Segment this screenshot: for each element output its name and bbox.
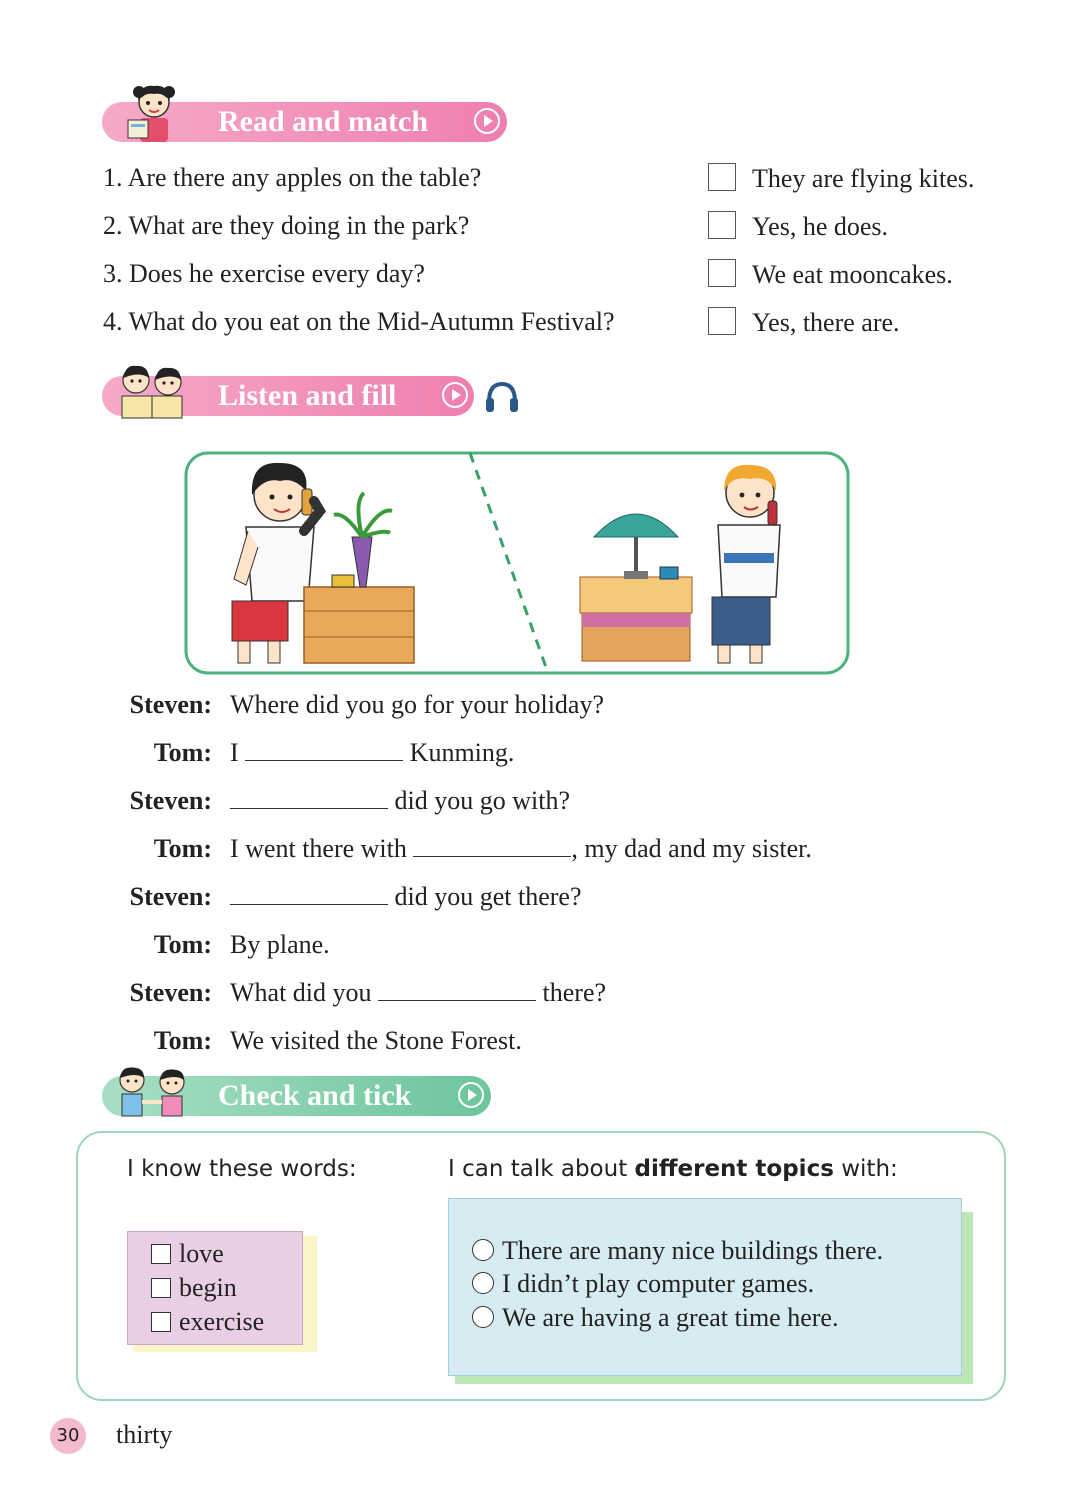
phone-call-illustration bbox=[184, 451, 850, 675]
listen-and-fill-title: Listen and fill bbox=[218, 379, 397, 412]
answer-row bbox=[708, 259, 953, 290]
question-3: 3. Does he exercise every day? bbox=[103, 259, 425, 288]
word-text: love bbox=[179, 1239, 224, 1268]
fill-blank[interactable] bbox=[413, 834, 571, 857]
question-1: 1. Are there any apples on the table? bbox=[103, 163, 482, 192]
read-and-match-title: Read and match bbox=[218, 105, 429, 138]
sentence-text: We are having a great time here. bbox=[502, 1303, 839, 1332]
dialogue-text: there? bbox=[542, 978, 607, 1007]
word-row bbox=[151, 1307, 264, 1337]
speaker-label: Tom: bbox=[153, 834, 212, 863]
dialogue-text: What did you bbox=[230, 978, 372, 1007]
page-number-badge bbox=[50, 1418, 86, 1454]
question-2: 2. What are they doing in the park? bbox=[103, 211, 470, 240]
answer-text: We eat mooncakes. bbox=[752, 260, 953, 289]
answer-row bbox=[708, 163, 974, 194]
dialogue-line bbox=[230, 882, 582, 912]
speaker-label: Tom: bbox=[153, 930, 212, 959]
words-heading: I know these words: bbox=[127, 1156, 357, 1182]
word-row bbox=[151, 1273, 237, 1303]
answer-checkbox[interactable] bbox=[708, 307, 736, 335]
page-number: 30 bbox=[56, 1425, 80, 1446]
answer-checkbox[interactable] bbox=[708, 211, 736, 239]
fill-blank[interactable] bbox=[378, 978, 536, 1001]
speaker-label: Steven: bbox=[129, 882, 212, 911]
dialogue-line bbox=[230, 738, 514, 768]
dialogue-text: I bbox=[230, 738, 239, 767]
dialogue-text: did you go with? bbox=[394, 786, 570, 815]
dialogue-text: Where did you go for your holiday? bbox=[230, 690, 605, 719]
word-checkbox[interactable] bbox=[151, 1244, 171, 1264]
answer-row bbox=[708, 307, 900, 338]
answer-checkbox[interactable] bbox=[708, 259, 736, 287]
fill-blank[interactable] bbox=[230, 882, 388, 905]
sentence-row bbox=[472, 1303, 838, 1333]
dialogue-text: Kunming. bbox=[409, 738, 515, 767]
girl-reading-icon bbox=[122, 82, 182, 146]
children-reading-icon bbox=[114, 362, 190, 420]
arrow-right-icon bbox=[474, 108, 500, 134]
headphones-icon bbox=[484, 380, 520, 414]
topics-heading-bold: different topics bbox=[634, 1156, 834, 1182]
arrow-right-icon bbox=[458, 1082, 484, 1108]
word-checkbox[interactable] bbox=[151, 1312, 171, 1332]
answer-row bbox=[708, 211, 888, 242]
speaker-label: Steven: bbox=[129, 978, 212, 1007]
word-text: exercise bbox=[179, 1307, 265, 1336]
question-4: 4. What do you eat on the Mid-Autumn Festival? bbox=[103, 307, 615, 336]
topics-heading bbox=[448, 1156, 898, 1182]
dialogue-text: , my dad and my sister. bbox=[571, 834, 812, 863]
answer-text: Yes, there are. bbox=[752, 308, 900, 337]
speaker-label: Steven: bbox=[129, 690, 212, 719]
topics-heading-post: with: bbox=[841, 1156, 898, 1182]
word-text: begin bbox=[179, 1273, 237, 1302]
check-and-tick-title: Check and tick bbox=[218, 1079, 412, 1112]
dialogue-text: did you get there? bbox=[394, 882, 582, 911]
fill-blank[interactable] bbox=[230, 786, 388, 809]
dialogue-line bbox=[230, 978, 606, 1008]
sentence-radio[interactable] bbox=[472, 1306, 494, 1328]
topics-heading-pre: I can talk about bbox=[448, 1156, 628, 1182]
dialogue-line bbox=[230, 834, 812, 864]
sentence-text: I didn’t play computer games. bbox=[502, 1269, 815, 1298]
word-checkbox[interactable] bbox=[151, 1278, 171, 1298]
children-holding-hands-icon bbox=[108, 1064, 196, 1122]
dialogue-line bbox=[230, 1026, 522, 1056]
sentence-text: There are many nice buildings there. bbox=[502, 1236, 884, 1265]
arrow-right-icon bbox=[442, 382, 468, 408]
answer-text: They are flying kites. bbox=[752, 164, 975, 193]
fill-blank[interactable] bbox=[245, 738, 403, 761]
sentence-row bbox=[472, 1269, 814, 1299]
word-row bbox=[151, 1239, 224, 1269]
dialogue-line bbox=[230, 786, 570, 816]
table-with-lamp bbox=[580, 514, 692, 661]
answer-checkbox[interactable] bbox=[708, 163, 736, 191]
dialogue-line bbox=[230, 690, 604, 720]
speaker-label: Steven: bbox=[129, 786, 212, 815]
speaker-label: Tom: bbox=[153, 738, 212, 767]
sentence-radio[interactable] bbox=[472, 1272, 494, 1294]
dialogue-text: By plane. bbox=[230, 930, 330, 959]
dialogue-text: I went there with bbox=[230, 834, 407, 863]
page-word: thirty bbox=[116, 1420, 173, 1449]
sentence-radio[interactable] bbox=[472, 1239, 494, 1261]
speaker-label: Tom: bbox=[153, 1026, 212, 1055]
dialogue-line bbox=[230, 930, 330, 960]
dialogue-text: We visited the Stone Forest. bbox=[230, 1026, 522, 1055]
sentence-row bbox=[472, 1236, 883, 1266]
answer-text: Yes, he does. bbox=[752, 212, 889, 241]
